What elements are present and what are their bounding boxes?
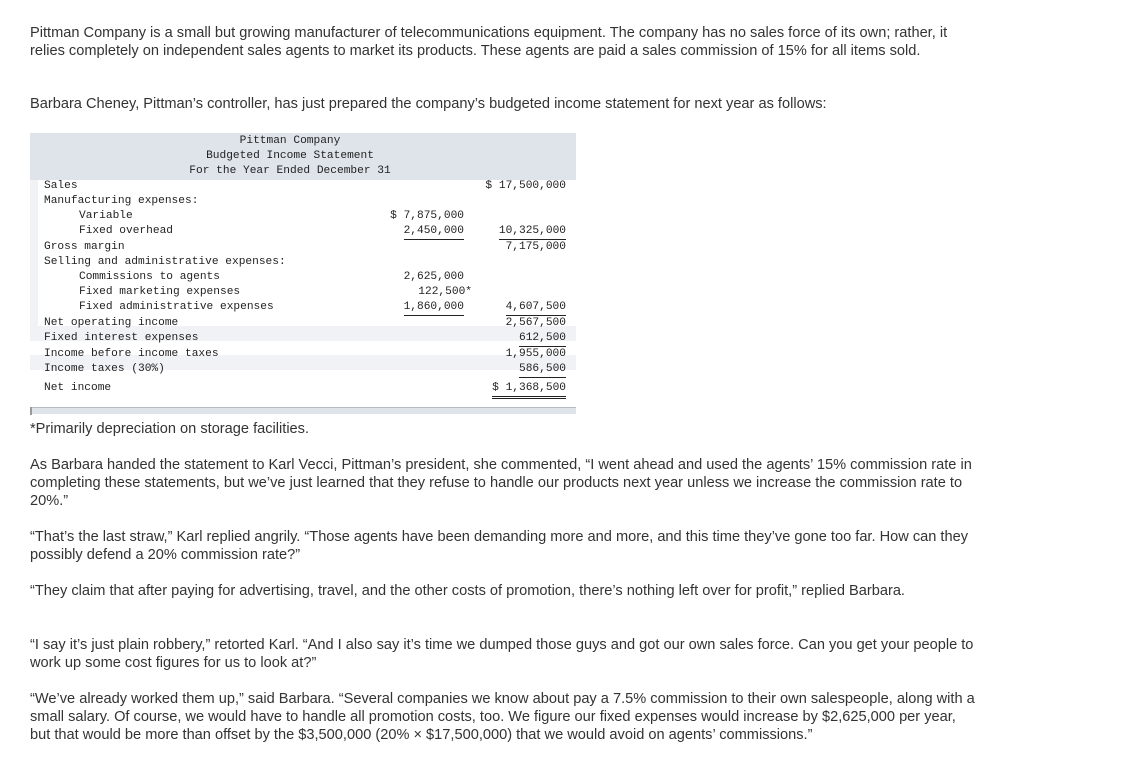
row-label: Income taxes (30%): [44, 363, 165, 375]
row-label: Fixed administrative expenses: [79, 301, 274, 313]
row-total: 1,955,000: [505, 348, 566, 360]
table-row: [30, 209, 576, 224]
row-amount: 2,625,000: [403, 271, 464, 283]
row-label: Gross margin: [44, 241, 125, 253]
row-label: Fixed marketing expenses: [79, 286, 241, 298]
statement-company: Pittman Company: [239, 135, 341, 147]
row-total: 612,500: [519, 331, 566, 347]
story-paragraph-1: As Barbara handed the statement to Karl Vecci, Pittman’s president, she commented, “I went ahead and used the agents’ 15% commission rate in completing these statements, but we’ve just learned that they refuse to handle our products next year unless we increase the commission rate to 20%.”: [30, 457, 972, 509]
row-total: 7,175,000: [505, 241, 566, 253]
row-label: Fixed interest expenses: [44, 332, 199, 344]
row-amount: 2,450,000: [404, 224, 464, 240]
statement-period: For the Year Ended December 31: [189, 165, 391, 177]
story-paragraph-5: “We’ve already worked them up,” said Barbara. “Several companies we know about pay a 7.5% commission to their own salespeople, along with a small salary. Of course, we would have to handle all promotion costs, too. We figure our fixed expenses would increase by $2,625,000 per year, but that would be more than offset by the $3,500,000 (20% × $17,500,000) that we would avoid on agents’ commissions.”: [30, 691, 975, 743]
row-total: 4,607,500: [506, 300, 566, 316]
story-paragraph-2: “That’s the last straw,” Karl replied angrily. “Those agents have been demanding more and more, and this time they’ve gone too far. How can they possibly defend a 20% commission rate?”: [30, 529, 969, 563]
row-label: Sales: [44, 180, 78, 192]
table-row: [30, 194, 576, 209]
table-row: [30, 316, 576, 331]
row-total: $ 1,368,500: [492, 381, 566, 399]
row-total: 10,325,000: [499, 224, 566, 240]
story-paragraph-4: “I say it’s just plain robbery,” retorted Karl. “And I also say it’s time we dumped those guys and got our own sales force. Can you get your people to work up some cost figures for us to look at?”: [30, 637, 974, 671]
intro-paragraph-2: Barbara Cheney, Pittman’s controller, has just prepared the company’s budgeted income statement for next year as follows:: [30, 96, 827, 112]
story-paragraph-3: “They claim that after paying for advertising, travel, and the other costs of promotion, there’s nothing left over for profit,” replied Barbara.: [30, 583, 905, 599]
row-label: Net operating income: [44, 317, 179, 329]
statement-footnote: *Primarily depreciation on storage facilities.: [30, 421, 310, 437]
statement-footer-bar: [30, 407, 576, 414]
table-row: [30, 270, 576, 285]
row-label: Fixed overhead: [79, 225, 173, 237]
row-label: Selling and administrative expenses:: [44, 256, 286, 268]
table-row: [30, 331, 576, 346]
table-row: [30, 300, 576, 315]
row-label: Commissions to agents: [79, 271, 220, 283]
intro-paragraph-1: Pittman Company is a small but growing manufacturer of telecommunications equipment. The company has no sales force of its own; rather, it relies completely on independent sales agents to market its products. These agents are paid a sales commission of 15% for all items sold.: [30, 25, 948, 59]
row-total: 2,567,500: [505, 317, 566, 329]
row-amount: 1,860,000: [404, 300, 464, 316]
table-row: [30, 240, 576, 255]
table-row: [30, 179, 576, 194]
row-label: Variable: [79, 210, 133, 222]
row-amount: 122,500*: [418, 286, 472, 298]
table-row: [30, 362, 576, 377]
row-amount: $ 7,875,000: [390, 210, 464, 222]
row-label: Net income: [44, 382, 112, 394]
table-row: [30, 347, 576, 362]
income-statement-table: [30, 133, 576, 415]
row-total: 586,500: [519, 362, 566, 378]
table-row: [30, 285, 576, 300]
row-label: Income before income taxes: [44, 348, 219, 360]
statement-title: Budgeted Income Statement: [206, 150, 374, 162]
table-row: [30, 224, 576, 239]
row-label: Manufacturing expenses:: [44, 195, 199, 207]
row-total: $ 17,500,000: [485, 180, 566, 192]
table-row: [30, 381, 576, 396]
table-row: [30, 255, 576, 270]
